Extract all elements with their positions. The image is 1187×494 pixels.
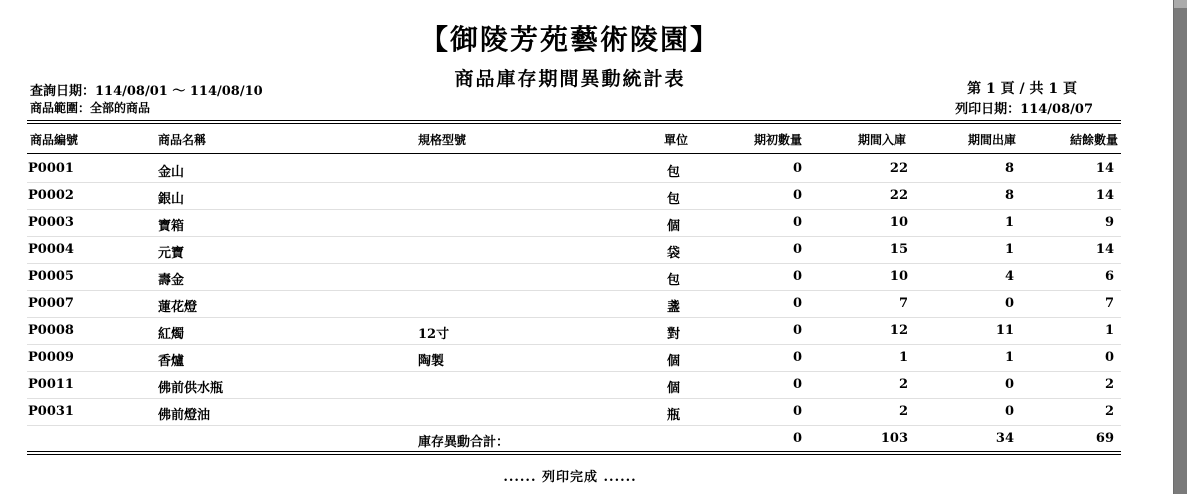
table-row [0, 318, 1173, 345]
product-range: 商品範圍：全部的商品 [30, 101, 151, 115]
cell-closing: 1 [1104, 323, 1114, 338]
cell-code: P0031 [28, 404, 74, 419]
cell-name: 銀山 [158, 192, 185, 207]
cell-outbound: 4 [1004, 269, 1014, 284]
col-header-inbound: 期間入庫 [857, 133, 906, 147]
cell-outbound: 11 [995, 323, 1014, 338]
cell-opening: 0 [792, 377, 802, 392]
table-row [0, 291, 1173, 318]
col-header-opening: 期初數量 [753, 133, 802, 147]
cell-unit: 包 [667, 273, 681, 288]
viewer-background [1174, 0, 1187, 8]
header-rule-top-1 [27, 120, 1121, 121]
cell-closing: 0 [1104, 350, 1114, 365]
cell-name: 香爐 [158, 354, 185, 369]
table-row [0, 156, 1173, 183]
col-header-code: 商品編號 [30, 133, 79, 147]
header-rule-bottom [27, 153, 1121, 154]
total-closing: 69 [1095, 431, 1114, 446]
table-row [0, 237, 1173, 264]
table-row [0, 399, 1173, 426]
cell-name: 壽金 [158, 273, 185, 288]
cell-closing: 7 [1104, 296, 1114, 311]
totals-row [0, 426, 1173, 453]
total-opening: 0 [792, 431, 802, 446]
col-header-outbound: 期間出庫 [967, 133, 1016, 147]
cell-name: 蓮花燈 [158, 300, 198, 315]
cell-closing: 14 [1095, 242, 1114, 257]
org-title: 【御陵芳苑藝術陵園】 [419, 23, 720, 56]
print-date: 列印日期：114/08/07 [955, 102, 1093, 117]
cell-opening: 0 [792, 269, 802, 284]
cell-outbound: 0 [1004, 377, 1014, 392]
cell-closing: 14 [1095, 161, 1114, 176]
cell-opening: 0 [792, 350, 802, 365]
col-header-closing: 結餘數量 [1069, 133, 1118, 147]
cell-outbound: 8 [1004, 161, 1014, 176]
cell-opening: 0 [792, 323, 802, 338]
cell-closing: 9 [1104, 215, 1114, 230]
cell-name: 佛前燈油 [158, 408, 211, 423]
cell-opening: 0 [792, 215, 802, 230]
cell-inbound: 12 [889, 323, 908, 338]
cell-code: P0005 [28, 269, 74, 284]
cell-outbound: 1 [1004, 350, 1014, 365]
cell-outbound: 8 [1004, 188, 1014, 203]
cell-inbound: 15 [889, 242, 908, 257]
cell-unit: 個 [667, 219, 681, 234]
query-date: 查詢日期：114/08/01 ～ 114/08/10 [30, 84, 263, 99]
cell-code: P0008 [28, 323, 74, 338]
cell-opening: 0 [792, 161, 802, 176]
col-header-name: 商品名稱 [158, 133, 207, 147]
cell-spec: 陶製 [418, 354, 445, 369]
cell-outbound: 0 [1004, 404, 1014, 419]
cell-closing: 6 [1104, 269, 1114, 284]
cell-code: P0009 [28, 350, 74, 365]
cell-closing: 2 [1104, 404, 1114, 419]
cell-inbound: 22 [889, 161, 908, 176]
header-rule-top-2 [27, 123, 1121, 124]
cell-name: 紅燭 [158, 327, 185, 342]
cell-unit: 瓶 [667, 408, 681, 423]
cell-outbound: 1 [1004, 215, 1014, 230]
col-header-unit: 單位 [664, 133, 689, 147]
cell-opening: 0 [792, 404, 802, 419]
cell-unit: 袋 [667, 246, 681, 261]
cell-name: 佛前供水瓶 [158, 381, 224, 396]
cell-closing: 2 [1104, 377, 1114, 392]
cell-inbound: 22 [889, 188, 908, 203]
cell-outbound: 0 [1004, 296, 1014, 311]
cell-code: P0002 [28, 188, 74, 203]
cell-code: P0007 [28, 296, 74, 311]
cell-unit: 對 [667, 327, 681, 342]
cell-inbound: 2 [898, 377, 908, 392]
table-row [0, 210, 1173, 237]
cell-name: 金山 [158, 165, 185, 180]
total-label: 庫存異動合計： [418, 435, 510, 450]
print-complete-footer: ...... 列印完成 ...... [503, 470, 637, 485]
col-header-spec: 規格型號 [418, 133, 467, 147]
cell-inbound: 7 [898, 296, 908, 311]
cell-code: P0001 [28, 161, 74, 176]
cell-code: P0003 [28, 215, 74, 230]
table-row [0, 264, 1173, 291]
page-info: 第 1 頁 / 共 1 頁 [967, 81, 1077, 97]
cell-inbound: 10 [889, 215, 908, 230]
cell-unit: 包 [667, 165, 681, 180]
cell-unit: 個 [667, 381, 681, 396]
table-row [0, 345, 1173, 372]
total-rule-1 [27, 451, 1121, 452]
cell-inbound: 2 [898, 404, 908, 419]
cell-opening: 0 [792, 242, 802, 257]
cell-opening: 0 [792, 188, 802, 203]
cell-inbound: 1 [898, 350, 908, 365]
cell-spec: 12寸 [418, 327, 450, 342]
report-title: 商品庫存期間異動統計表 [454, 68, 686, 90]
table-row [0, 183, 1173, 210]
cell-unit: 個 [667, 354, 681, 369]
table-row [0, 372, 1173, 399]
total-outbound: 34 [995, 431, 1014, 446]
cell-unit: 包 [667, 192, 681, 207]
cell-code: P0011 [28, 377, 74, 392]
cell-outbound: 1 [1004, 242, 1014, 257]
total-inbound: 103 [880, 431, 908, 446]
cell-opening: 0 [792, 296, 802, 311]
cell-inbound: 10 [889, 269, 908, 284]
cell-name: 寶箱 [158, 219, 185, 234]
cell-unit: 盞 [667, 300, 681, 315]
total-rule-2 [27, 454, 1121, 455]
cell-code: P0004 [28, 242, 74, 257]
page-shadow [1174, 8, 1187, 494]
cell-name: 元寶 [158, 246, 185, 261]
cell-closing: 14 [1095, 188, 1114, 203]
